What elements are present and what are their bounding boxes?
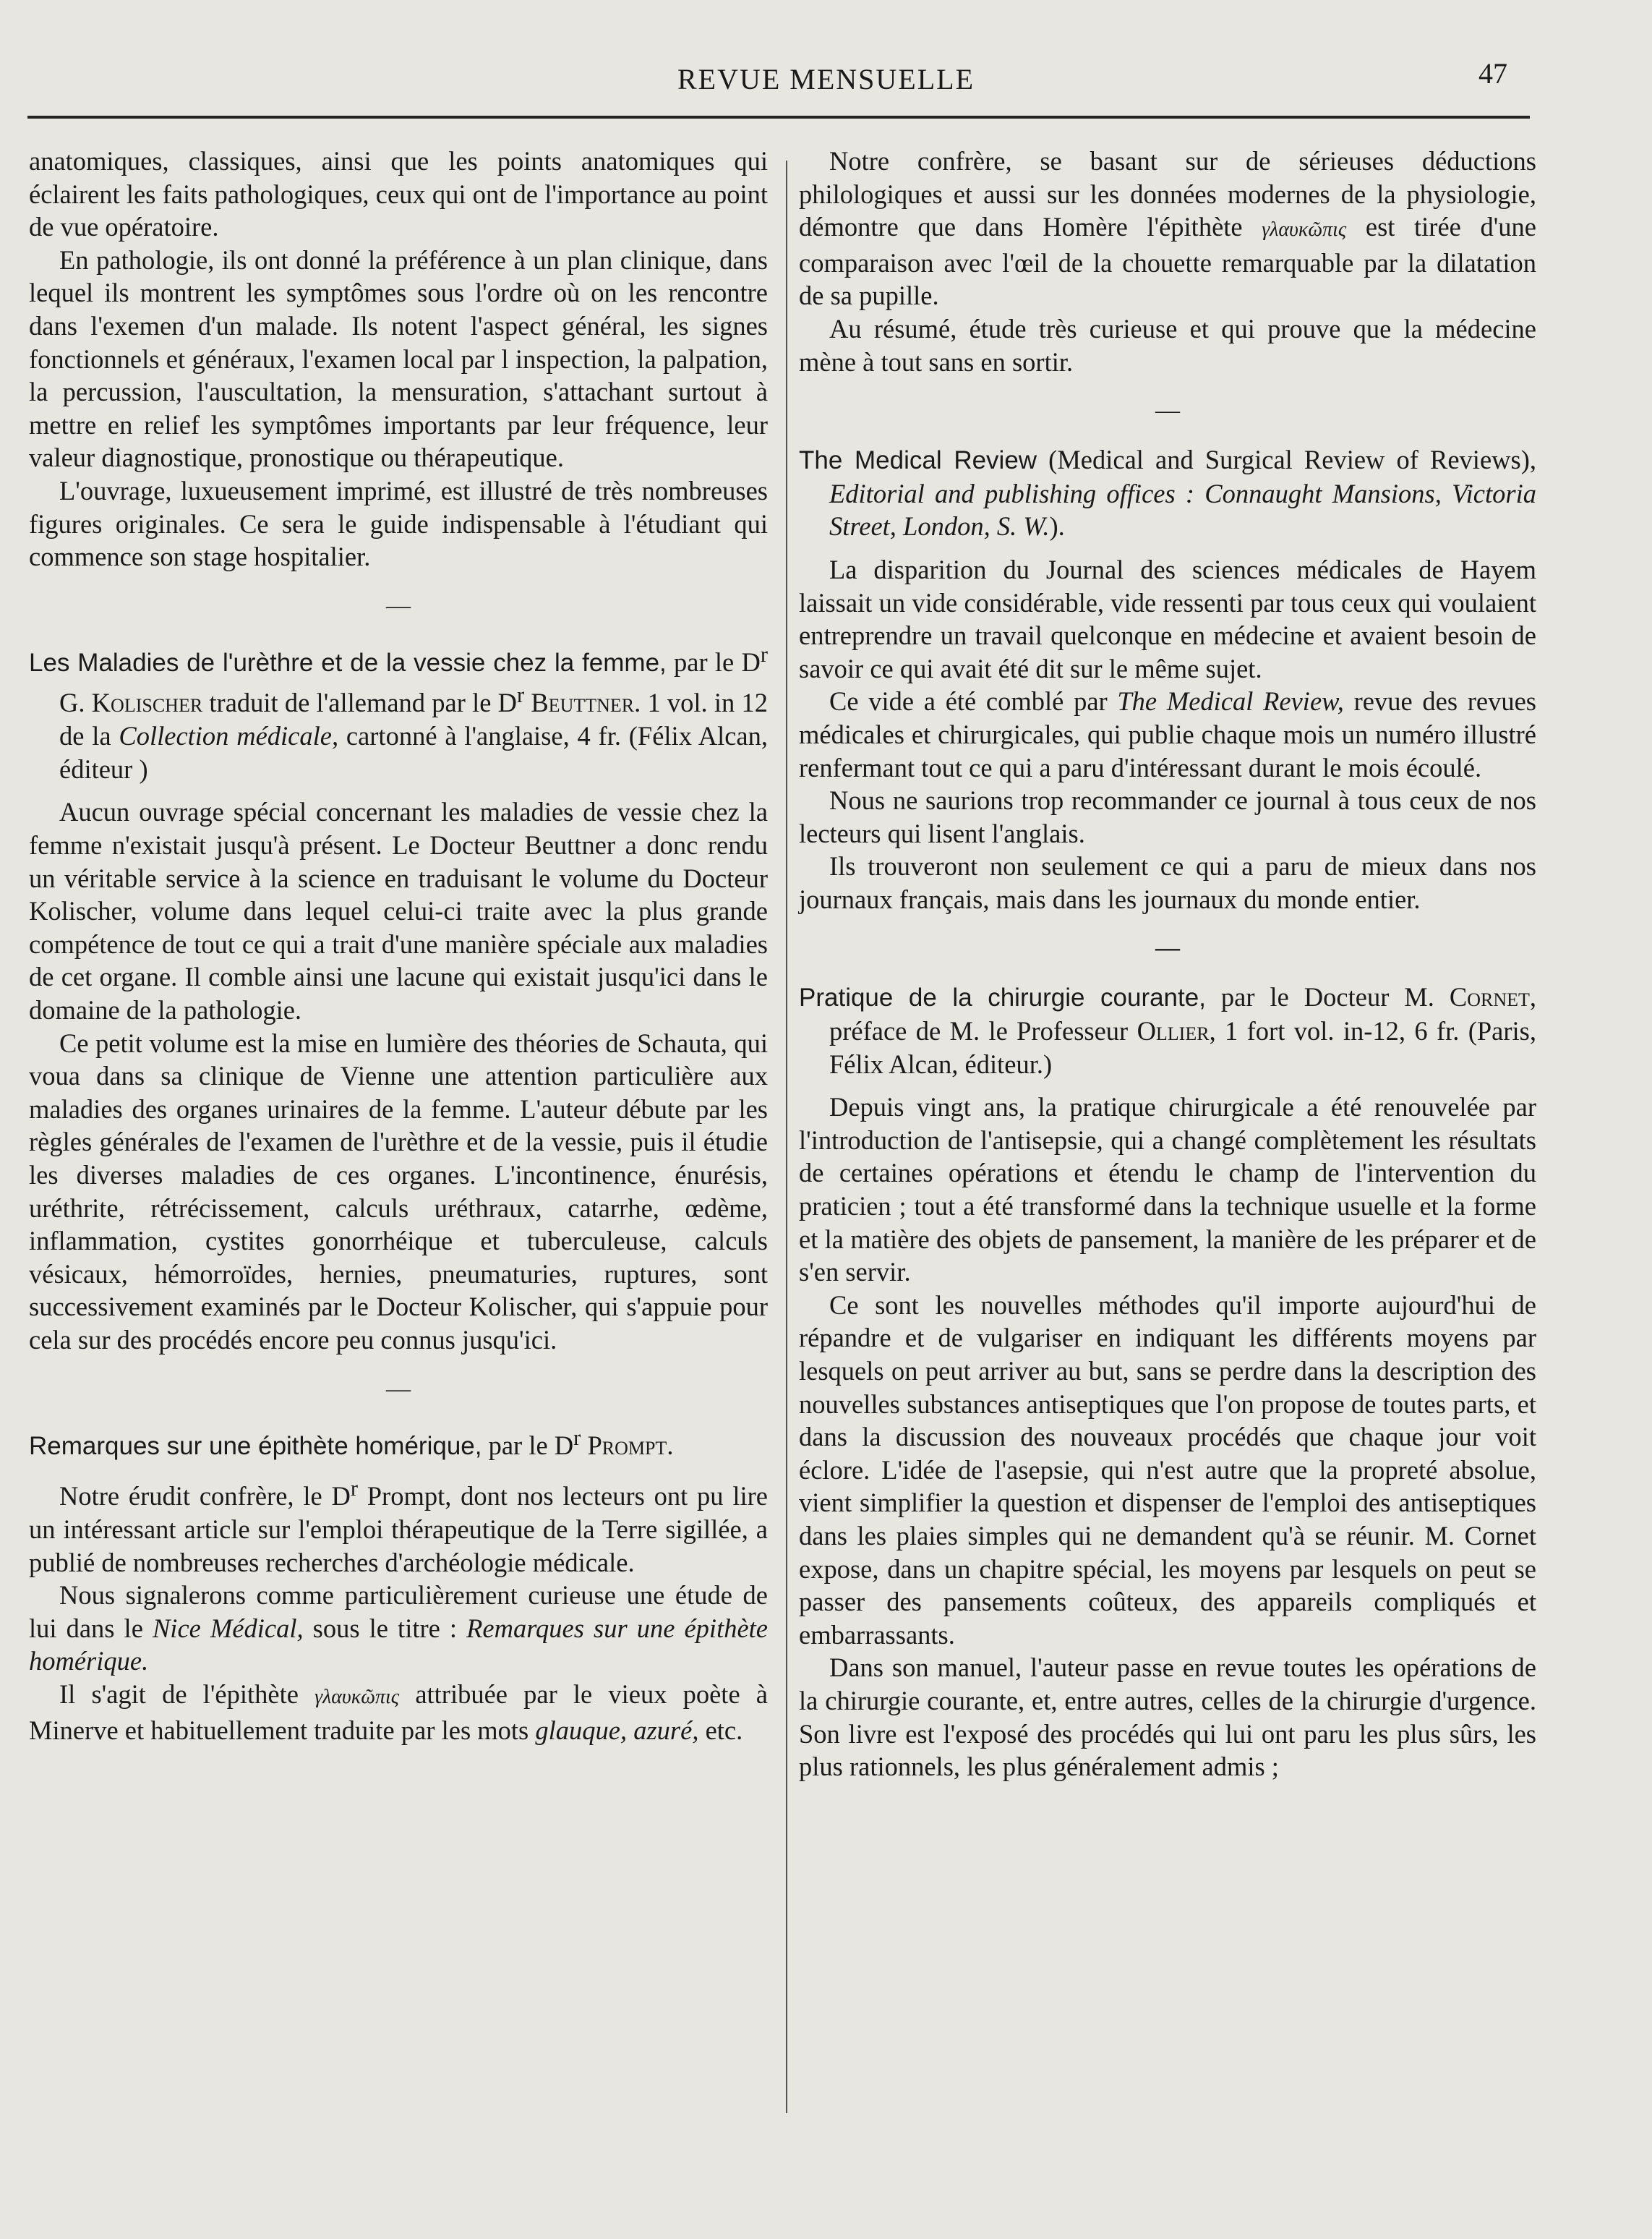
text-run: r [350, 1476, 358, 1501]
text-run: Nous signalerons comme particulièrement curieuse une étude de lui dans le [29, 1580, 768, 1643]
paragraph: Dans son manuel, l'auteur passe en revue toutes les opérations de la chirurgie courante, et, entre autres, celles de la chirurgie d'urgence. Son livre est l'exposé des procédés qui lui ont paru les plus sûrs, les plus rationnels, les plus généralement admis ; [799, 1652, 1536, 1782]
paragraph [799, 685, 1536, 784]
section-separator: — [1155, 934, 1180, 962]
text-run: revue des revues médicales et chirurgicales, qui publie chaque mois un numéro illustré renfermant tout ce qui a paru d'intéressant durant le mois écoulé. [799, 686, 1536, 782]
entry-text: . [667, 1430, 674, 1460]
entry-text: . 1 vol. in 12 de la [59, 688, 768, 751]
running-title: REVUE MENSUELLE [677, 63, 975, 95]
paragraph: Au résumé, étude très curieuse et qui prouve que la médecine mène à tout sans en sortir. [799, 313, 1536, 377]
paragraph: L'ouvrage, luxueusement imprimé, est illustré de très nombreuses figures originales. Ce sera le guide indispensable à l'étudiant qui commence son stage hospitalier. [29, 475, 768, 572]
paragraph: Ce sont les nouvelles méthodes qu'il importe aujourd'hui de répandre et de vulgariser en indiquant les différents moyens par lesquels on peut arriver au but, sans se perdre dans la description des nouvelles substances antiseptiques que l'on propose de toutes parts, et dans la discussion des nouveaux procédés que chaque jour voit éclore. L'idée de l'asepsie, qui n'est autre que la propreté absolue, vient simplifier la question et dispenser de l'emploi des antiseptiques dans les plaies simples qui ne demandent qu'à se réunir. M. Cornet expose, dans un chapitre spécial, les moyens par lesquels on peut se passer des pansements coûteux, des appareils compliqués et embarrassants. [799, 1289, 1536, 1650]
review-entry-heading [799, 443, 1536, 543]
professor-name: Ollier [1137, 1016, 1210, 1046]
column-divider [786, 161, 787, 2113]
entry-title: Remarques sur une épithète homérique, [29, 1431, 482, 1460]
translator-name: Beuttner [524, 688, 635, 718]
author-name: Prompt [581, 1430, 667, 1460]
journal-name: Nice Médical, [152, 1613, 304, 1643]
paragraph [29, 1579, 768, 1678]
entry-text: ). [1049, 511, 1065, 542]
review-entry-heading [799, 981, 1536, 1080]
paragraph: Aucun ouvrage spécial concernant les maladies de vessie chez la femme n'existait jusqu'à présent. Le Docteur Beuttner a donc rendu un véritable service à la science en traduisant le volume du Docteur Kolischer, volume dans lequel celui-ci traite avec la plus grande compétence de tout ce qui a trait d'une manière spéciale aux maladies de cet organe. Il comble ainsi une lacune qui existait jusqu'ici dans le domaine de la pathologie. [29, 797, 768, 1025]
text-run: sous le titre : [303, 1613, 467, 1643]
section-separator: — [386, 592, 411, 619]
page-number: 47 [1478, 57, 1507, 90]
entry-title: Pratique de la chirurgie courante, [799, 984, 1206, 1012]
entry-text: par le Docteur M. [1205, 982, 1450, 1012]
paragraph [29, 1472, 768, 1579]
text-run: Prompt, dont nos lecteurs ont pu lire un intéressant article sur l'emploi thérapeutique de la Terre sigillée, a publié de nombreuses recherches d'archéologie médicale. [29, 1481, 768, 1577]
paragraph: En pathologie, ils ont donné la préférence à un plan clinique, dans lequel ils montrent les symptômes sous l'ordre où on les rencontre dans l'exemen d'un malade. Ils notent l'aspect général, les signes fonctionnels et généraux, l'examen local par l inspection, la palpation, la percussion, l'auscultation, la mensuration, s'attachant surtout à mettre en relief les symptômes importants par leur fréquence, leur valeur diagnostique, pronostique ou thérapeutique. [29, 244, 768, 473]
paragraph: La disparition du Journal des sciences médicales de Hayem laissait un vide considérable, vide ressenti par tous ceux qui voulaient entreprendre un travail quelconque en médecine et avaient besoin de savoir ce qui avait été dit sur le même sujet. [799, 554, 1536, 683]
running-header [0, 56, 1652, 107]
section-separator: — [386, 1375, 411, 1402]
right-column [799, 145, 1536, 1783]
text-run: Notre confrère, se basant sur de sérieuses déductions philologiques et aussi sur les données modernes de la physiologie, démontre que dans Homère l'épithète [799, 146, 1536, 242]
author-name: G. Kolischer [59, 688, 203, 718]
paragraph [29, 1678, 768, 1747]
entry-text: , 1 fort vol. in-12, 6 fr. (Paris, Félix Alcan, éditeur.) [829, 1016, 1536, 1079]
italic-words: glauque, azuré, [535, 1715, 699, 1745]
header-rule [27, 116, 1530, 119]
text-run: Notre érudit confrère, le D [59, 1481, 351, 1511]
left-column [29, 145, 768, 1747]
entry-title: The Medical Review [799, 446, 1037, 475]
entry-text: par le D [482, 1430, 574, 1460]
collection-name: Collection médicale, [119, 721, 339, 751]
entry-title: Les Maladies de l'urèthre et de la vessie chez la femme, [29, 648, 667, 677]
paragraph: Depuis vingt ans, la pratique chirurgicale a été renouvelée par l'introduction de l'antisepsie, qui a changé complètement les résultats de certaines opérations et étendu le champ de l'intervention du praticien ; tout a été transformé dans la technique usuelle et la forme et la matière des objets de pansement, la manière de les préparer et de s'en servir. [799, 1092, 1536, 1287]
greek-word: γλαυκῶπις [314, 1685, 400, 1708]
journal-name: The Medical Review, [1117, 686, 1344, 717]
paragraph: Nous ne saurions trop recommander ce journal à tous ceux de nos lecteurs qui lisent l'anglais. [799, 785, 1536, 848]
entry-text: traduit de l'allemand par le D [202, 688, 517, 718]
greek-word: γλαυκῶπις [1262, 218, 1347, 242]
text-run: etc. [698, 1715, 743, 1745]
entry-text: r [760, 641, 768, 667]
entry-text: par le D [666, 647, 761, 677]
paragraph: Ce petit volume est la mise en lumière des théories de Schauta, qui voua dans sa clinique de Vienne une attention particulière aux maladies des organes urinaires de la femme. L'auteur débute par les règles générales de l'examen de l'urèthre et de la vessie, puis il étudie les diverses maladies de ces organes. L'incontinence, énurésis, uréthrite, rétrécissement, calculs uréthraux, catarrhe, œdème, inflammation, cystites gonorrhéique et tuberculeuse, calculs vésicaux, hémorroïdes, hernies, pneumaturies, ruptures, sont successivement examinés par le Docteur Kolischer, qui s'appuie pour cela sur des procédés encore peu connus jusqu'ici. [29, 1028, 768, 1355]
text-run: Ce vide a été comblé par [829, 686, 1118, 717]
review-entry-heading [29, 639, 768, 786]
review-entry-heading [29, 1422, 768, 1463]
entry-text: r [516, 683, 525, 708]
publisher-address: Editorial and publishing offices : Connaught Mansions, Victoria Street, London, S. W. [829, 478, 1536, 542]
article-title: Remarques sur une épithète homérique. [29, 1613, 769, 1676]
paragraph: anatomiques, classiques, ainsi que les points anatomiques qui éclairent les faits pathologiques, ceux qui ont de l'importance au point de vue opératoire. [29, 146, 768, 242]
author-name: Cornet [1449, 982, 1530, 1012]
text-run: Il s'agit de l'épithète [59, 1679, 315, 1709]
entry-text: cartonné à l'anglaise, 4 fr. (Félix Alcan, éditeur ) [59, 721, 768, 784]
paragraph: Ils trouveront non seulement ce qui a paru de mieux dans nos journaux français, mais dans les journaux du monde entier. [799, 851, 1536, 914]
entry-text: , préface de M. le Professeur [829, 982, 1536, 1046]
text-run: est tirée d'une comparaison avec l'œil de la chouette remarquable par la dilatation de sa pupille. [799, 212, 1536, 311]
paragraph [799, 145, 1536, 312]
section-separator: — [1155, 397, 1180, 425]
text-run: attribuée par le vieux poète à Minerve et habituellement traduite par les mots [29, 1679, 768, 1745]
entry-text: r [573, 1425, 581, 1450]
entry-text: (Medical and Surgical Review of Reviews), [1037, 445, 1536, 475]
